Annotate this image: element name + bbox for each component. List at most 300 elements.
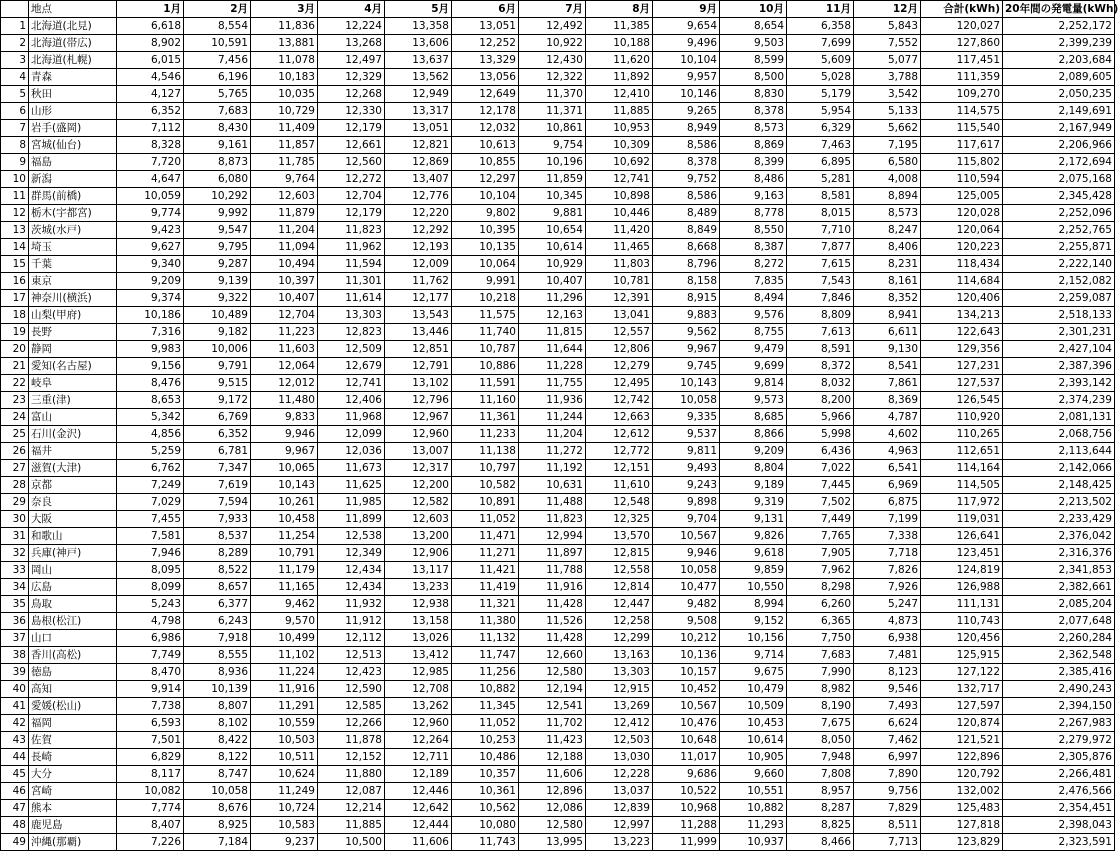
- month-cell: 7,594: [184, 494, 251, 511]
- month-cell: 11,296: [519, 290, 586, 307]
- month-cell: 12,742: [586, 392, 653, 409]
- month-cell: 10,006: [184, 341, 251, 358]
- month-cell: 13,407: [385, 171, 452, 188]
- location-cell: 岐阜: [29, 375, 117, 392]
- month-cell: 10,886: [452, 358, 519, 375]
- month-cell: 8,599: [720, 52, 787, 69]
- month-cell: 9,627: [117, 239, 184, 256]
- twenty-year-cell: 2,305,876: [1003, 749, 1115, 766]
- month-cell: 9,340: [117, 256, 184, 273]
- month-cell: 9,983: [117, 341, 184, 358]
- table-row: [1, 375, 1115, 392]
- table-row: [1, 511, 1115, 528]
- location-cell: 新潟: [29, 171, 117, 188]
- month-cell: 7,808: [787, 766, 854, 783]
- month-cell: 9,811: [653, 443, 720, 460]
- month-cell: 7,445: [787, 477, 854, 494]
- month-cell: 10,567: [653, 528, 720, 545]
- month-cell: 12,906: [385, 545, 452, 562]
- month-cell: 6,624: [854, 715, 921, 732]
- month-cell: 10,407: [251, 290, 318, 307]
- month-cell: 12,009: [385, 256, 452, 273]
- row-index: 27: [1, 460, 29, 477]
- total-cell: 126,545: [921, 392, 1003, 409]
- month-cell: 12,513: [318, 647, 385, 664]
- table-row: [1, 545, 1115, 562]
- month-cell: 10,511: [251, 749, 318, 766]
- month-cell: 10,188: [586, 35, 653, 52]
- month-cell: 12,503: [586, 732, 653, 749]
- month-cell: 11,488: [519, 494, 586, 511]
- month-cell: 8,287: [787, 800, 854, 817]
- table-row: [1, 324, 1115, 341]
- month-cell: 10,562: [452, 800, 519, 817]
- month-cell: 6,196: [184, 69, 251, 86]
- row-index: 34: [1, 579, 29, 596]
- row-index: 5: [1, 86, 29, 103]
- month-cell: 10,082: [117, 783, 184, 800]
- total-cell: 109,270: [921, 86, 1003, 103]
- month-cell: 12,264: [385, 732, 452, 749]
- month-cell: 10,781: [586, 273, 653, 290]
- twenty-year-cell: 2,149,691: [1003, 103, 1115, 120]
- twenty-year-cell: 2,089,605: [1003, 69, 1115, 86]
- twenty-year-cell: 2,266,481: [1003, 766, 1115, 783]
- month-cell: 10,797: [452, 460, 519, 477]
- row-index: 13: [1, 222, 29, 239]
- location-cell: 佐賀: [29, 732, 117, 749]
- month-cell: 12,297: [452, 171, 519, 188]
- month-cell: 9,546: [854, 681, 921, 698]
- month-cell: 8,982: [787, 681, 854, 698]
- month-cell: 9,493: [653, 460, 720, 477]
- table-row: [1, 749, 1115, 766]
- total-cell: 122,643: [921, 324, 1003, 341]
- month-cell: 10,631: [519, 477, 586, 494]
- month-cell: 10,500: [318, 834, 385, 851]
- row-index: 18: [1, 307, 29, 324]
- month-cell: 12,938: [385, 596, 452, 613]
- month-cell: 4,647: [117, 171, 184, 188]
- month-cell: 4,127: [117, 86, 184, 103]
- month-cell: 12,997: [586, 817, 653, 834]
- total-cell: 117,617: [921, 137, 1003, 154]
- month-cell: 10,591: [184, 35, 251, 52]
- month-cell: 10,064: [452, 256, 519, 273]
- table-row: [1, 477, 1115, 494]
- month-cell: 11,244: [519, 409, 586, 426]
- month-cell: 5,281: [787, 171, 854, 188]
- table-row: [1, 732, 1115, 749]
- month-cell: 9,209: [117, 273, 184, 290]
- month-cell: 10,486: [452, 749, 519, 766]
- month-cell: 12,492: [519, 18, 586, 35]
- month-cell: 11,017: [653, 749, 720, 766]
- total-cell: 127,122: [921, 664, 1003, 681]
- month-cell: 12,064: [251, 358, 318, 375]
- month-cell: 12,151: [586, 460, 653, 477]
- month-cell: 9,699: [720, 358, 787, 375]
- month-cell: 11,228: [519, 358, 586, 375]
- month-cell: 8,407: [117, 817, 184, 834]
- month-cell: 12,163: [519, 307, 586, 324]
- location-cell: 神奈川(横浜): [29, 290, 117, 307]
- table-row: [1, 273, 1115, 290]
- month-cell: 13,007: [385, 443, 452, 460]
- month-cell: 10,489: [184, 307, 251, 324]
- month-cell: 12,582: [385, 494, 452, 511]
- month-cell: 13,881: [251, 35, 318, 52]
- month-cell: 7,750: [787, 630, 854, 647]
- month-cell: 11,465: [586, 239, 653, 256]
- month-cell: 11,755: [519, 375, 586, 392]
- month-cell: 12,541: [519, 698, 586, 715]
- month-cell: 7,456: [184, 52, 251, 69]
- month-cell: 5,243: [117, 596, 184, 613]
- month-cell: 8,158: [653, 273, 720, 290]
- twenty-year-cell: 2,345,428: [1003, 188, 1115, 205]
- twenty-year-cell: 2,081,131: [1003, 409, 1115, 426]
- month-cell: 11,471: [452, 528, 519, 545]
- total-cell: 121,521: [921, 732, 1003, 749]
- month-cell: 7,675: [787, 715, 854, 732]
- month-cell: 11,962: [318, 239, 385, 256]
- month-cell: 10,065: [251, 460, 318, 477]
- table-row: [1, 783, 1115, 800]
- month-cell: 11,673: [318, 460, 385, 477]
- month-cell: 9,576: [720, 307, 787, 324]
- month-cell: 12,447: [586, 596, 653, 613]
- table-row: [1, 137, 1115, 154]
- month-cell: 8,494: [720, 290, 787, 307]
- month-cell: 7,022: [787, 460, 854, 477]
- row-index: 30: [1, 511, 29, 528]
- month-cell: 7,543: [787, 273, 854, 290]
- location-cell: 滋賀(大津): [29, 460, 117, 477]
- month-cell: 9,237: [251, 834, 318, 851]
- twenty-year-cell: 2,252,765: [1003, 222, 1115, 239]
- month-cell: 7,829: [854, 800, 921, 817]
- month-cell: 13,102: [385, 375, 452, 392]
- month-cell: 12,179: [318, 120, 385, 137]
- month-cell: 10,937: [720, 834, 787, 851]
- table-row: [1, 443, 1115, 460]
- row-index: 21: [1, 358, 29, 375]
- month-cell: 8,470: [117, 664, 184, 681]
- month-cell: 12,193: [385, 239, 452, 256]
- location-cell: 広島: [29, 579, 117, 596]
- month-cell: 7,846: [787, 290, 854, 307]
- month-cell: 8,541: [854, 358, 921, 375]
- month-cell: 7,718: [854, 545, 921, 562]
- month-cell: 10,953: [586, 120, 653, 137]
- twenty-year-cell: 2,387,396: [1003, 358, 1115, 375]
- month-cell: 11,747: [452, 647, 519, 664]
- month-cell: 7,926: [854, 579, 921, 596]
- total-cell: 120,792: [921, 766, 1003, 783]
- month-cell: 11,740: [452, 324, 519, 341]
- month-cell: 9,287: [184, 256, 251, 273]
- month-cell: 11,420: [586, 222, 653, 239]
- month-cell: 7,338: [854, 528, 921, 545]
- row-index: 23: [1, 392, 29, 409]
- twenty-year-cell: 2,050,235: [1003, 86, 1115, 103]
- location-cell: 京都: [29, 477, 117, 494]
- total-cell: 132,717: [921, 681, 1003, 698]
- month-cell: 9,754: [519, 137, 586, 154]
- month-cell: 10,035: [251, 86, 318, 103]
- row-index: 20: [1, 341, 29, 358]
- twenty-year-cell: 2,398,043: [1003, 817, 1115, 834]
- location-cell: 宮崎: [29, 783, 117, 800]
- table-row: [1, 69, 1115, 86]
- month-cell: 9,156: [117, 358, 184, 375]
- table-row: [1, 392, 1115, 409]
- month-cell: 10,058: [184, 783, 251, 800]
- location-cell: 東京: [29, 273, 117, 290]
- month-cell: 7,316: [117, 324, 184, 341]
- month-cell: 11,968: [318, 409, 385, 426]
- month-cell: 12,325: [586, 511, 653, 528]
- location-cell: 富山: [29, 409, 117, 426]
- month-cell: 8,873: [184, 154, 251, 171]
- month-cell: 9,496: [653, 35, 720, 52]
- month-cell: 11,321: [452, 596, 519, 613]
- month-cell: 9,686: [653, 766, 720, 783]
- month-cell: 12,430: [519, 52, 586, 69]
- month-cell: 9,992: [184, 205, 251, 222]
- row-index: 29: [1, 494, 29, 511]
- month-cell: 10,361: [452, 783, 519, 800]
- row-index: 46: [1, 783, 29, 800]
- location-cell: 島根(松江): [29, 613, 117, 630]
- location-cell: 栃木(宇都宮): [29, 205, 117, 222]
- month-cell: 12,189: [385, 766, 452, 783]
- twenty-year-cell: 2,267,983: [1003, 715, 1115, 732]
- location-cell: 山梨(甲府): [29, 307, 117, 324]
- month-cell: 11,293: [720, 817, 787, 834]
- month-cell: 5,179: [787, 86, 854, 103]
- table-row: [1, 766, 1115, 783]
- month-cell: 5,609: [787, 52, 854, 69]
- location-cell: 石川(金沢): [29, 426, 117, 443]
- row-index: 45: [1, 766, 29, 783]
- month-cell: 11,614: [318, 290, 385, 307]
- month-cell: 8,102: [184, 715, 251, 732]
- month-cell: 5,662: [854, 120, 921, 137]
- month-cell: 9,562: [653, 324, 720, 341]
- month-cell: 6,895: [787, 154, 854, 171]
- month-cell: 7,463: [787, 137, 854, 154]
- month-cell: 13,158: [385, 613, 452, 630]
- month-cell: 12,839: [586, 800, 653, 817]
- header-month: 1月: [117, 1, 184, 18]
- total-cell: 134,213: [921, 307, 1003, 324]
- month-cell: 8,957: [787, 783, 854, 800]
- month-cell: 6,593: [117, 715, 184, 732]
- twenty-year-cell: 2,233,429: [1003, 511, 1115, 528]
- month-cell: 7,749: [117, 647, 184, 664]
- month-cell: 8,123: [854, 664, 921, 681]
- month-cell: 3,788: [854, 69, 921, 86]
- month-cell: 7,455: [117, 511, 184, 528]
- month-cell: 8,399: [720, 154, 787, 171]
- month-cell: 10,724: [251, 800, 318, 817]
- month-cell: 12,590: [318, 681, 385, 698]
- month-cell: 11,878: [318, 732, 385, 749]
- month-cell: 9,654: [653, 18, 720, 35]
- month-cell: 8,809: [787, 307, 854, 324]
- month-cell: 8,915: [653, 290, 720, 307]
- location-cell: 長崎: [29, 749, 117, 766]
- month-cell: 9,826: [720, 528, 787, 545]
- twenty-year-cell: 2,203,684: [1003, 52, 1115, 69]
- total-cell: 123,829: [921, 834, 1003, 851]
- location-cell: 福島: [29, 154, 117, 171]
- month-cell: 8,994: [720, 596, 787, 613]
- month-cell: 10,183: [251, 69, 318, 86]
- month-cell: 8,161: [854, 273, 921, 290]
- month-cell: 10,582: [452, 477, 519, 494]
- month-cell: 11,999: [653, 834, 720, 851]
- total-cell: 115,540: [921, 120, 1003, 137]
- month-cell: 7,826: [854, 562, 921, 579]
- month-cell: 8,369: [854, 392, 921, 409]
- header-month: 6月: [452, 1, 519, 18]
- month-cell: 12,960: [385, 715, 452, 732]
- month-cell: 6,611: [854, 324, 921, 341]
- twenty-year-cell: 2,142,066: [1003, 460, 1115, 477]
- month-cell: 12,299: [586, 630, 653, 647]
- month-cell: 9,898: [653, 494, 720, 511]
- month-cell: 12,580: [519, 817, 586, 834]
- location-cell: 秋田: [29, 86, 117, 103]
- month-cell: 12,704: [318, 188, 385, 205]
- row-index: 10: [1, 171, 29, 188]
- month-cell: 5,259: [117, 443, 184, 460]
- month-cell: 13,200: [385, 528, 452, 545]
- month-cell: 12,806: [586, 341, 653, 358]
- location-cell: 鳥取: [29, 596, 117, 613]
- twenty-year-cell: 2,518,133: [1003, 307, 1115, 324]
- month-cell: 8,778: [720, 205, 787, 222]
- month-cell: 12,272: [318, 171, 385, 188]
- month-cell: 12,679: [318, 358, 385, 375]
- month-cell: 10,212: [653, 630, 720, 647]
- twenty-year-cell: 2,376,042: [1003, 528, 1115, 545]
- month-cell: 11,421: [452, 562, 519, 579]
- month-cell: 8,489: [653, 205, 720, 222]
- month-cell: 12,112: [318, 630, 385, 647]
- month-cell: 11,428: [519, 630, 586, 647]
- table-row: [1, 698, 1115, 715]
- month-cell: 9,570: [251, 613, 318, 630]
- table-row: [1, 664, 1115, 681]
- month-cell: 10,157: [653, 664, 720, 681]
- month-cell: 8,586: [653, 188, 720, 205]
- twenty-year-cell: 2,259,087: [1003, 290, 1115, 307]
- month-cell: 6,781: [184, 443, 251, 460]
- twenty-year-cell: 2,341,853: [1003, 562, 1115, 579]
- month-cell: 7,948: [787, 749, 854, 766]
- month-cell: 12,711: [385, 749, 452, 766]
- month-cell: 5,966: [787, 409, 854, 426]
- month-cell: 12,152: [318, 749, 385, 766]
- month-cell: 12,960: [385, 426, 452, 443]
- month-cell: 10,477: [653, 579, 720, 596]
- total-cell: 110,594: [921, 171, 1003, 188]
- month-cell: 10,407: [519, 273, 586, 290]
- row-index: 40: [1, 681, 29, 698]
- row-index: 17: [1, 290, 29, 307]
- month-cell: 10,692: [586, 154, 653, 171]
- month-cell: 12,796: [385, 392, 452, 409]
- month-cell: 6,829: [117, 749, 184, 766]
- header-twenty-year: 20年間の発電量(kWh): [1003, 1, 1115, 18]
- month-cell: 10,882: [452, 681, 519, 698]
- month-cell: 7,946: [117, 545, 184, 562]
- table-row: [1, 120, 1115, 137]
- month-cell: 5,954: [787, 103, 854, 120]
- month-cell: 8,825: [787, 817, 854, 834]
- month-cell: 11,204: [519, 426, 586, 443]
- month-cell: 13,303: [318, 307, 385, 324]
- month-cell: 10,446: [586, 205, 653, 222]
- twenty-year-cell: 2,113,644: [1003, 443, 1115, 460]
- twenty-year-cell: 2,490,243: [1003, 681, 1115, 698]
- month-cell: 13,051: [385, 120, 452, 137]
- month-cell: 12,949: [385, 86, 452, 103]
- header-row: [1, 1, 1115, 18]
- total-cell: 120,406: [921, 290, 1003, 307]
- month-cell: 10,891: [452, 494, 519, 511]
- month-cell: 9,189: [720, 477, 787, 494]
- twenty-year-cell: 2,427,104: [1003, 341, 1115, 358]
- month-cell: 12,444: [385, 817, 452, 834]
- location-cell: 北海道(札幌): [29, 52, 117, 69]
- row-index: 1: [1, 18, 29, 35]
- month-cell: 9,660: [720, 766, 787, 783]
- month-cell: 11,192: [519, 460, 586, 477]
- month-cell: 10,787: [452, 341, 519, 358]
- month-cell: 10,143: [653, 375, 720, 392]
- total-cell: 127,597: [921, 698, 1003, 715]
- month-cell: 12,252: [452, 35, 519, 52]
- location-cell: 長野: [29, 324, 117, 341]
- month-cell: 12,580: [519, 664, 586, 681]
- month-cell: 10,156: [720, 630, 787, 647]
- month-cell: 7,184: [184, 834, 251, 851]
- month-cell: 12,177: [385, 290, 452, 307]
- month-cell: 12,823: [318, 324, 385, 341]
- month-cell: 12,704: [251, 307, 318, 324]
- month-cell: 10,551: [720, 783, 787, 800]
- month-cell: 8,573: [854, 205, 921, 222]
- location-cell: 宮城(仙台): [29, 137, 117, 154]
- twenty-year-cell: 2,252,172: [1003, 18, 1115, 35]
- month-cell: 11,272: [519, 443, 586, 460]
- month-cell: 12,268: [318, 86, 385, 103]
- total-cell: 117,972: [921, 494, 1003, 511]
- month-cell: 7,683: [787, 647, 854, 664]
- total-cell: 120,028: [921, 205, 1003, 222]
- month-cell: 12,200: [385, 477, 452, 494]
- month-cell: 8,668: [653, 239, 720, 256]
- month-cell: 11,803: [586, 256, 653, 273]
- month-cell: 8,378: [653, 154, 720, 171]
- month-cell: 3,542: [854, 86, 921, 103]
- month-cell: 7,877: [787, 239, 854, 256]
